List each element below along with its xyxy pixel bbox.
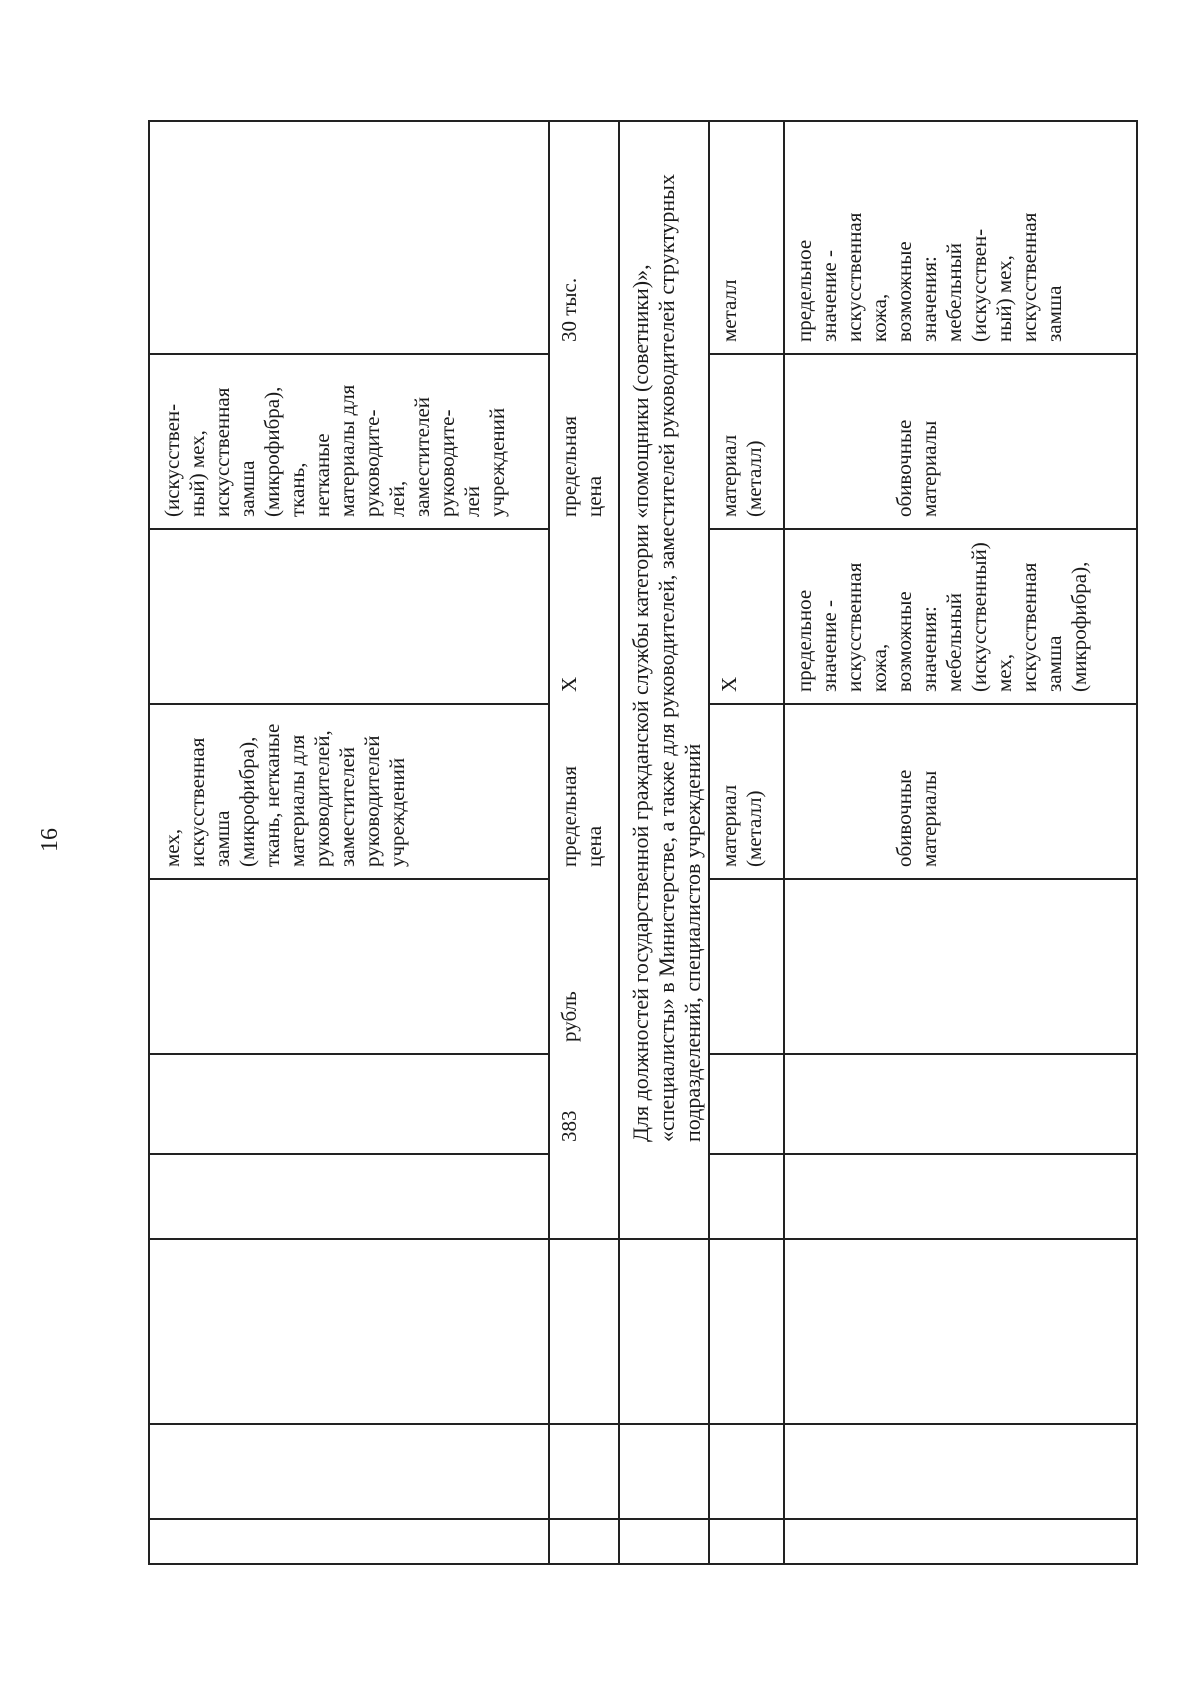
row3-value-2: металл — [717, 279, 741, 342]
row-divider — [783, 120, 785, 1565]
page-number: 16 — [37, 828, 63, 852]
row2-characteristic-2: предельная цена — [557, 415, 606, 517]
row4-value-2: предельное значение - искусственная кожа, возможные значения: мебельный (искусствен- ный) мех, искусственная замша — [792, 212, 1066, 342]
col-divider — [148, 878, 548, 880]
requirements-table — [148, 120, 1138, 1565]
row3-characteristic-1: материал (металл) — [717, 784, 766, 867]
row2-value-1: X — [557, 676, 581, 692]
col-divider — [148, 1238, 1138, 1240]
row-divider — [618, 120, 620, 1565]
row-divider — [548, 120, 550, 1565]
col-divider — [148, 528, 548, 530]
row3-value-1: X — [717, 676, 741, 692]
col-divider — [148, 1153, 548, 1155]
row4-characteristic-1: обивочные материалы — [892, 769, 941, 867]
col-divider — [148, 1053, 548, 1055]
row4-characteristic-2: обивочные материалы — [892, 419, 941, 517]
row2-value-2: 30 тыс. — [557, 277, 581, 342]
section-heading: Для должностей государственной гражданской службы категории «помощники (советники)», «специалисты» в Министерстве, а также для руководителей, заместителей руководителей структурных подразделений, специалистов учреждений — [628, 174, 705, 1142]
col-divider — [708, 878, 1138, 880]
row1-name-text: мех, искусственная замша (микрофибра), ткань, нетканые материалы для руководителей, заместителей руководителей учреждений — [160, 723, 409, 867]
col-divider — [708, 1053, 1138, 1055]
row4-value-1: предельное значение - искусственная кожа, возможные значения: мебельный (искусственный) мех, искусственная замша (микрофибра), — [792, 542, 1091, 692]
row2-characteristic-1: предельная цена — [557, 765, 606, 867]
row3-characteristic-2: материал (металл) — [717, 434, 766, 517]
col-divider — [148, 1423, 1138, 1425]
row1-value-text: (искусствен- ный) мех, искусственная замша (микрофибра), ткань, нетканые материалы для руководите- лей, заместителей руководите- лей учреждений — [160, 384, 509, 517]
row-divider — [708, 120, 710, 1565]
row2-unit: рубль — [557, 991, 581, 1042]
row2-code: 383 — [557, 1110, 581, 1142]
col-divider — [708, 1153, 1138, 1155]
col-divider — [148, 1518, 1138, 1520]
